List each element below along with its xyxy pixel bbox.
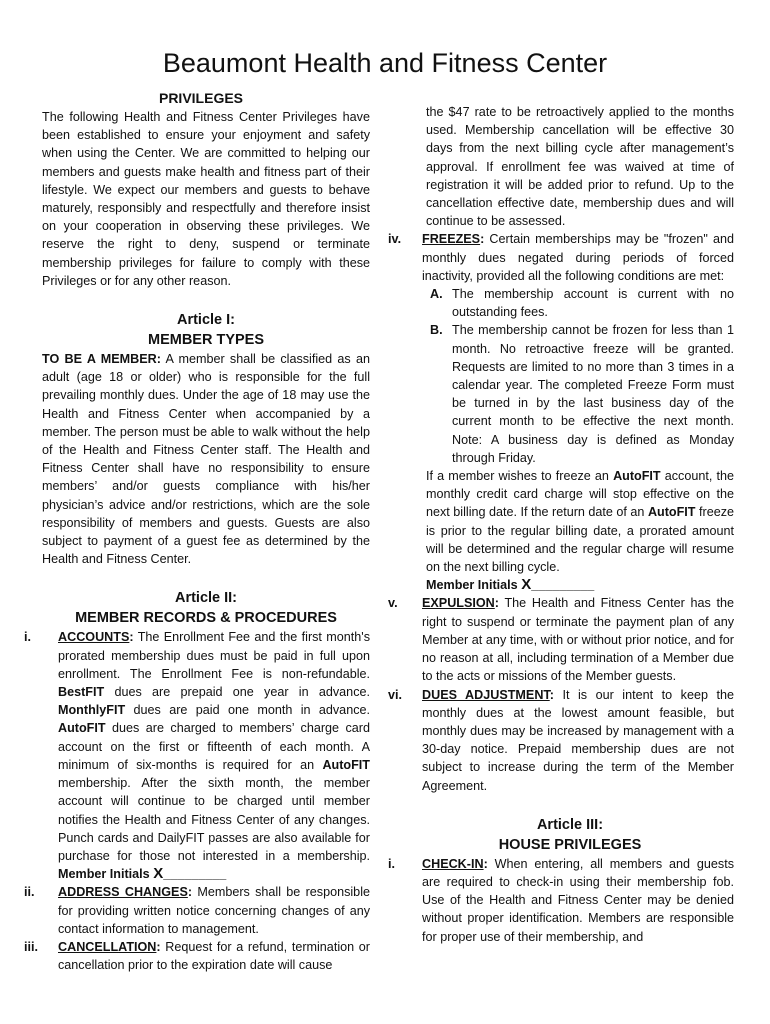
freeze-condition-b xyxy=(430,321,734,467)
item-number: iv. xyxy=(388,232,402,247)
member-definition: A member shall be classified as an adult (age 18 or older) who is responsible for the full prevailing monthly dues. Under the age of 18 may use the Health and Fitness Center when accompanied by a member. The person must be able to walk without the help of the Health and Fitness Center staff. The Health and Fitness Center shall have no responsibility to ensure members’ and/or guests compliance with his/her physician’s advice and/or restrictions, which are the sole responsibility of members and guests. Guests are also subject to payment of a guest fee as determined by the Health and Fitness Center. xyxy=(42,352,371,567)
colon: : xyxy=(187,885,193,900)
colon: : xyxy=(480,232,485,247)
initials-label: Member Initials xyxy=(426,578,522,593)
colon: : xyxy=(549,687,554,702)
freezes-item xyxy=(386,230,734,594)
member-initials-field[interactable] xyxy=(422,576,734,594)
accounts-text-4: dues are charged to members’ charge card account on the first or fifteenth of each month. A minimum of six-months is required for an xyxy=(58,721,370,772)
initials-line: _________ xyxy=(163,867,227,882)
cancellation-text: Request for a refund, termination or cancellation prior to the expiration date will cause xyxy=(58,939,370,973)
condition-text: The membership account is current with no outstanding fees. xyxy=(452,287,734,320)
cancellation-continued: the $47 rate to be retroactively applied to the months used. Membership cancellation will be effective 30 days from the next billing cycle after management’s approval. If enrollment fee was waived at time of registration it will be added prior to refund. Up to the cancellation effective date, membership dues and will continue to be assessed. xyxy=(426,105,734,229)
colon: : xyxy=(156,939,161,954)
expulsion-text: The Health and Fitness Center has the right to suspend or terminate the payment plan of any Member at any time, with or without prior notice, and for no reason at all, including termination of a Member due to the acts or missions of the Member guests. xyxy=(422,596,734,684)
check-in-item xyxy=(386,855,734,946)
freezes-title: FREEZES xyxy=(422,232,481,247)
accounts-text-3: dues are paid one month in advance. xyxy=(125,703,370,718)
article-2-heading: MEMBER RECORDS & PROCEDURES xyxy=(75,610,337,627)
condition-text: The membership cannot be frozen for less than 1 month. No retroactive freeze will be granted. Requests are limited to no more than 3 times in a calendar year. The completed Freeze Form must be turned in by the last business day of the current month to be effective the next month. Note: A business day is defined as Monday through Friday. xyxy=(452,323,734,465)
note-text-1: If a member wishes to freeze an xyxy=(426,469,614,484)
cancellation-item xyxy=(22,938,370,974)
left-column xyxy=(22,88,370,974)
colon: : xyxy=(129,630,134,645)
article-1-label: Article I: xyxy=(176,312,235,329)
item-number: i. xyxy=(24,630,31,645)
dues-adjustment-text: It is our intent to keep the monthly dues at the lowest amount feasible, but monthly dues may be increased by management with a 30-day notice. Prepaid membership dues are not subject to increase during the term of the Member Agreement. xyxy=(422,687,735,793)
initials-x: X xyxy=(153,865,164,883)
article-2-label: Article II: xyxy=(174,590,238,607)
address-changes-text: Members shall be responsible for providing written notice concerning changes of any contact information to management. xyxy=(58,885,370,936)
article-3-heading: HOUSE PRIVILEGES xyxy=(498,836,642,853)
right-column xyxy=(386,103,734,946)
address-changes-title: ADDRESS CHANGES xyxy=(58,885,188,900)
accounts-text-2: dues are prepaid one year in advance. xyxy=(104,685,370,700)
dues-adjustment-item xyxy=(386,686,734,795)
colon: : xyxy=(483,856,488,871)
cancellation-title: CANCELLATION xyxy=(58,939,157,954)
item-number: vi. xyxy=(388,687,403,702)
item-number: v. xyxy=(388,596,398,611)
freeze-autofit-note xyxy=(422,467,734,576)
article-1-text xyxy=(22,350,370,568)
expulsion-item xyxy=(386,594,734,685)
colon: : xyxy=(494,596,499,611)
freezes-text: Certain memberships may be "frozen" and monthly dues negated during periods of forced inactivity, provided all the following conditions are met: xyxy=(422,232,734,283)
accounts-text-1: The Enrollment Fee and the first month's prorated membership dues must be paid in full upon enrollment. The Enrollment Fee is non-refundable. xyxy=(58,630,370,681)
condition-letter: B. xyxy=(430,323,443,338)
item-number: iii. xyxy=(24,939,38,954)
autofit-label-2: AutoFIT xyxy=(647,505,696,520)
privileges-intro: The following Health and Fitness Center Privileges have been established to ensure your enjoyment and safety when using the Center. We are committed to helping our members and guests make health and fitness part of their lifestyle. We expect our members and guests to behave maturely, responsibly and respectfully and therefore insist on your cooperation in observing these privileges. We reserve the right to deny, suspend or terminate membership privileges for failure to comply with these Privileges or for any other reason. xyxy=(42,110,370,288)
initials-line: _________ xyxy=(531,578,595,593)
article-3-label: Article III: xyxy=(536,816,604,833)
autofit-label-2: AutoFIT xyxy=(322,757,370,772)
bestfit-label: BestFIT xyxy=(58,685,105,700)
expulsion-title: EXPULSION xyxy=(422,596,495,611)
document-title: Beaumont Health and Fitness Center xyxy=(162,48,608,78)
accounts-text-5: membership. After the sixth month, the member account will continue to be charged until member notifies the Health and Fitness Center of any changes. Punch cards and DailyFIT passes are also available for purchase for those not interested in a membership. xyxy=(58,776,370,863)
condition-letter: A. xyxy=(430,287,443,302)
check-in-title: CHECK-IN xyxy=(422,856,484,871)
member-initials-field[interactable] xyxy=(58,867,226,881)
autofit-label: AutoFIT xyxy=(58,721,106,736)
dues-adjustment-title: DUES ADJUSTMENT xyxy=(422,687,550,702)
note-text-2: account, the monthly credit card charge will stop effective on the next billing date. If the return date of an xyxy=(426,469,734,520)
item-number: ii. xyxy=(24,885,35,900)
note-text-3: freeze is prior to the regular billing date, a prorated amount will be determined and the regular charge will resume on the next billing cycle. xyxy=(426,505,735,575)
autofit-label: AutoFIT xyxy=(613,469,661,484)
initials-label: Member Initials xyxy=(58,867,154,882)
accounts-item xyxy=(22,628,370,883)
privileges-heading: PRIVILEGES xyxy=(158,90,244,106)
member-lead: TO BE A MEMBER: xyxy=(42,352,161,367)
accounts-title: ACCOUNTS xyxy=(58,630,130,645)
item-number: i. xyxy=(388,856,395,871)
check-in-text: When entering, all members and guests are required to check-in using their membership fob. Use of the Health and Fitness Center may be denied without proper identification. Members are responsible for proper use of their membership, and xyxy=(422,856,734,944)
freeze-condition-a xyxy=(430,285,734,321)
monthlyfit-label: MonthlyFIT xyxy=(58,703,126,718)
address-changes-item xyxy=(22,883,370,938)
initials-x: X xyxy=(521,576,532,594)
article-1-heading: MEMBER TYPES xyxy=(147,332,264,349)
